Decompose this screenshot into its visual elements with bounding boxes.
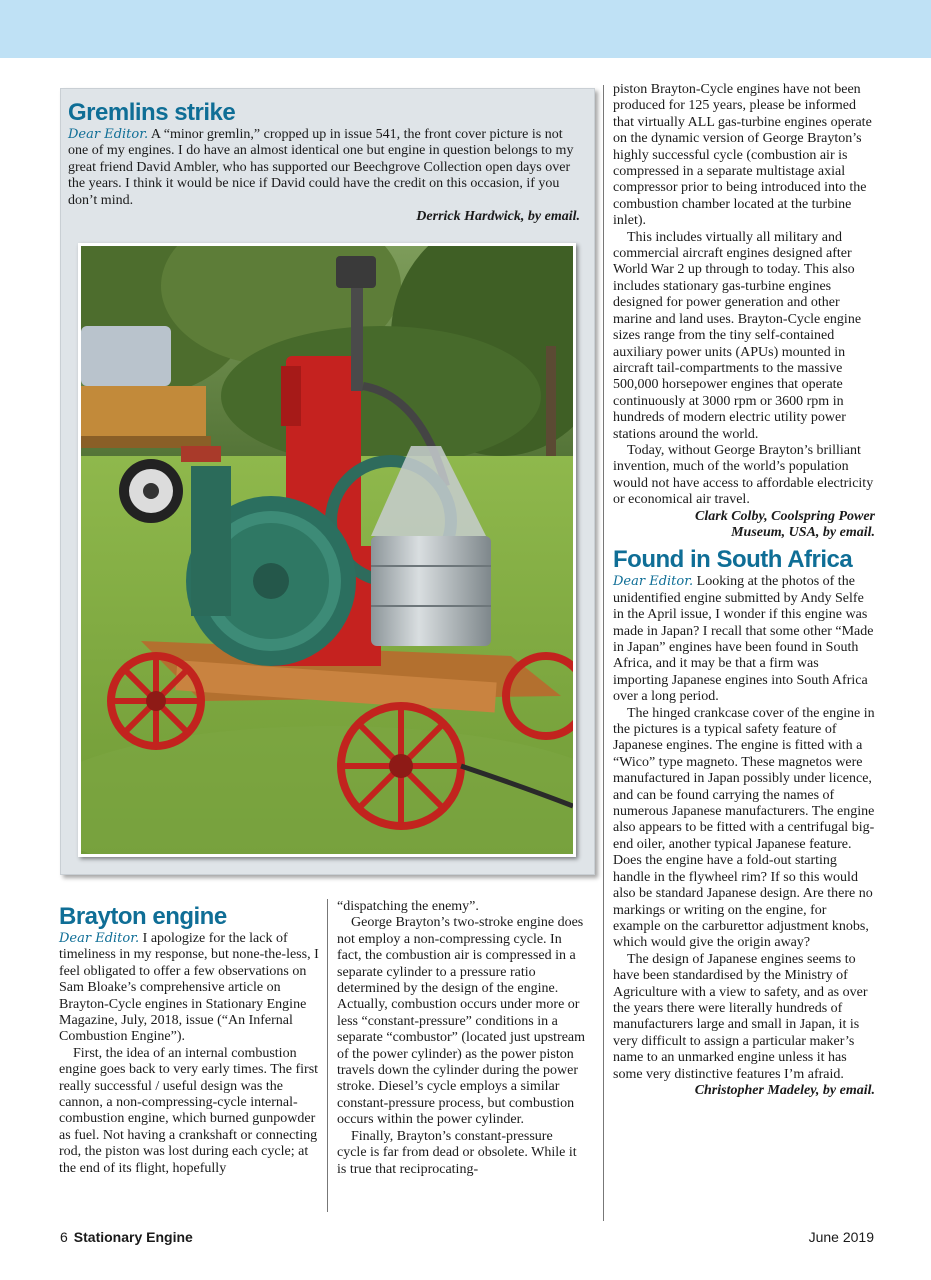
stationary-engine-photo — [78, 243, 576, 857]
brayton-p6: Today, without George Brayton’s brilliant invention, much of the world’s population would not have access to affordable electricity or economical air travel. — [613, 442, 874, 508]
southafrica-p3: The design of Japanese engines seems to have been standardised by the Ministry of Agriculture with a view to safety, and as over the years there were literally hundreds of manufacturers large and small in Japan, it is very difficult to assign a particular maker’s name to an unmarked engine unless it has some very distinctive features I’m afraid. — [613, 951, 868, 1082]
issue-date: June 2019 — [808, 1229, 874, 1245]
column-divider — [603, 85, 604, 1221]
brayton-p3: George Brayton’s two-stroke engine does not employ a non-compressing cycle. In fact, the combustion air is compressed in a separate cylinder to a pressure ratio determined by the design of the engine. Actually, combustion occurs under more or less “constant-pressure” conditions in a separate “combustor” (located just upstream of the power cylinder) as the power piston travels down the cylinder during the power stroke. Diesel’s cycle employs a similar constant-pressure process, but combustion occurs within the power cylinder. — [337, 915, 586, 1128]
brayton-p1: I apologize for the lack of timeliness in my response, but none-the-less, I feel obligated to offer a few observations on Sam Bloake’s comprehensive article on Brayton-Cycle engines in Stationary Engine Magazine, July, 2018, issue (“An Infernal Combustion Engine”). — [59, 931, 319, 1045]
brayton-letter-column-2 — [337, 899, 585, 1178]
brayton-signature: Clark Colby, Coolspring Power Museum, USA, by email. — [695, 508, 875, 540]
gremlins-signature: Derrick Hardwick, by email. — [416, 209, 580, 225]
brayton-p4-continued: piston Brayton-Cycle engines have not been produced for 125 years, please be informed that virtually ALL gas-turbine engines operate on the dynamic version of George Brayton’s highly successful cycle (combustion air is compressed in a separate multistage axial compressor prior to being introduced into the combustion chamber located at the turbine inlet). — [613, 82, 872, 229]
gremlins-salutation: Dear Editor. — [68, 127, 149, 142]
brayton-p2-continued: “dispatching the enemy”. — [337, 899, 479, 914]
page-footer-left — [60, 1229, 193, 1245]
gremlins-body: A “minor gremlin,” cropped up in issue 541, the front cover picture is not one of my engines. I do have an almost identical one but engine in question belongs to my great friend David Ambler, who has supported our Beechgrove Collection open days over the years. I think it would be nice if David could have the credit on this occasion, if you don’t mind. — [68, 127, 574, 208]
southafrica-p1-block — [613, 574, 875, 705]
gremlins-letter — [68, 99, 580, 225]
brayton-salutation: Dear Editor. — [59, 931, 140, 946]
engine-photo-illustration — [81, 246, 573, 854]
gremlins-heading: Gremlins strike — [68, 99, 236, 126]
brayton-p5: This includes virtually all military and commercial aircraft engines designed after World War 2 up through to today. This also includes stationary gas-turbine engines designed for power generation and other marine and land uses. Brayton-Cycle engine sizes range from the tiny self-contained auxiliary power units (APUs) mounted in aircraft tail-compartments to the massive 500,000 horsepower engines that operate continuously at 3000 rpm or 3600 rpm in hundreds of modern electric utility power stations around the world. — [613, 229, 862, 442]
brayton-heading: Brayton engine — [59, 903, 227, 930]
column-divider — [327, 899, 328, 1212]
southafrica-salutation: Dear Editor. — [613, 574, 694, 590]
top-color-band — [0, 0, 931, 58]
publication-name: Stationary Engine — [73, 1229, 193, 1245]
right-column — [613, 82, 875, 1099]
brayton-p1-block — [59, 931, 321, 1046]
page-number: 6 — [60, 1229, 68, 1245]
brayton-p2: First, the idea of an internal combustion engine goes back to very early times. The first really successful / useful design was the cannon, a non-compressing-cycle internal-combustion engine, which burned gunpowder as fuel. Not having a crankshaft or connecting rod, the piston was lost during each cycle; at the end of its flight, hopefully — [59, 1045, 319, 1176]
brayton-p4: Finally, Brayton’s constant-pressure cycle is far from dead or obsolete. While it is true that reciprocating- — [337, 1128, 577, 1177]
brayton-letter-column-3 — [613, 82, 875, 509]
southafrica-signature: Christopher Madeley, by email. — [694, 1082, 875, 1098]
southafrica-p2: The hinged crankcase cover of the engine in the pictures is a typical safety feature of Japanese engines. The engine is fitted with a “Wico” type magneto. These magnetos were manufactured in Japan possibly under licence, and can be found carrying the names of numerous Japanese manufacturers. The engine also appears to be fitted with a centrifugal big-end oiler, another typical Japanese feature. Does the engine have a fold-out starting handle in the flywheel rim? If so this would also be standard Japanese design. Are there no markings or writing on the engine, for example on the carburettor adjustment knobs, which would give the origin away? — [613, 705, 875, 951]
brayton-letter-column-1 — [59, 903, 321, 1177]
southafrica-heading: Found in South Africa — [613, 546, 853, 574]
southafrica-p1: Looking at the photos of the unidentified engine submitted by Andy Selfe in the April issue, I wonder if this engine was made in Japan? I recall that some other “Made in Japan” engines have been found in South Africa, and it may be that a firm was importing Japanese engines into South Africa over a long period. — [613, 574, 874, 705]
gremlins-body-block — [68, 127, 580, 209]
